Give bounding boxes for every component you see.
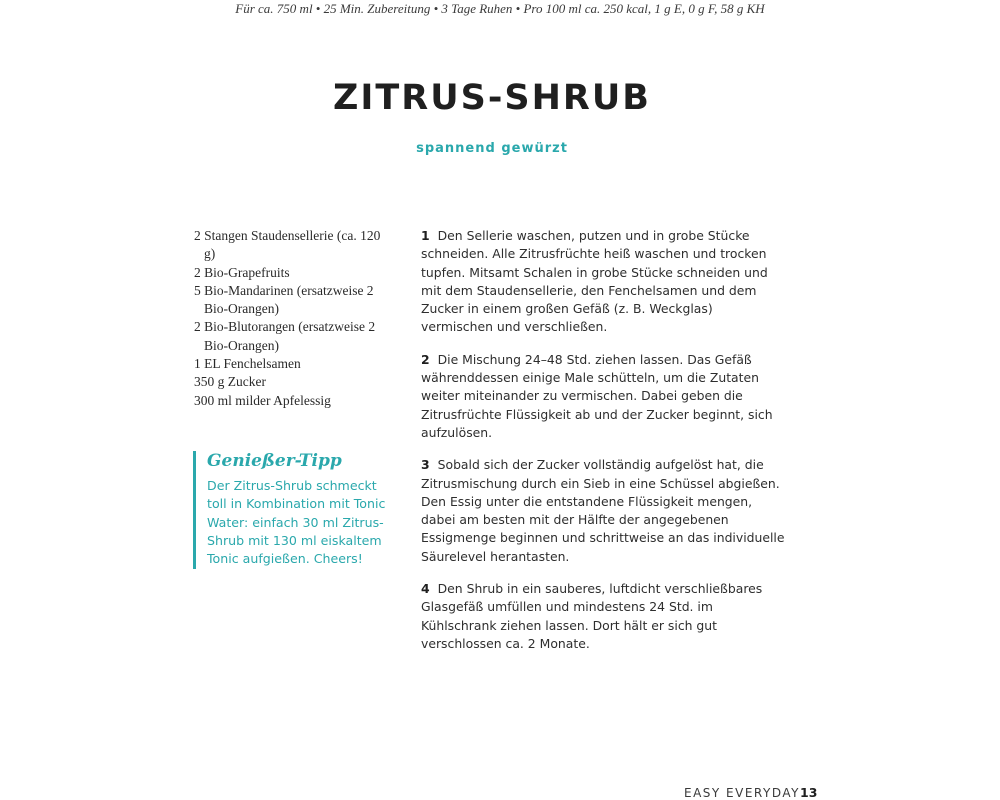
ingredient-item: 5 Bio-Mandarinen (ersatzweise 2 Bio-Orangen) [194,282,374,317]
step-text: Den Shrub in ein sauberes, luftdicht verschließbares Glasgefäß umfüllen und mindestens 24 Std. im Kühlschrank ziehen lassen. Dort hält er sich gut verschlossen ca. 2 Monate. [421,581,763,651]
preparation-steps [421,227,786,667]
step-text: Die Mischung 24–48 Std. ziehen lassen. Das Gefäß währenddessen einige Male schütteln, um die Zutaten weiter miteinander zu vermischen. Dabei geben die Zitrusfrüchte Flüssigkeit ab und der Zucker beginnt, sich aufzulösen. [421,351,773,440]
step-2 [421,351,786,442]
step-3 [421,456,786,566]
tip-box [193,451,388,569]
ingredient-item: 2 Stangen Staudensellerie (ca. 120 g) [194,228,381,262]
recipe-title: ZITRUS-SHRUB [333,78,651,118]
step-text: Den Sellerie waschen, putzen und in grobe Stücke schneiden. Alle Zitrusfrüchte heiß waschen und trocken tupfen. Mitsamt Schalen in grobe Stücke schneiden und mit dem Staudensellerie, den Fenchelsamen und dem Zucker in einem großen Gefäß (z. B. Weckglas) vermischen und verschließen. [421,228,768,335]
footer-section-label: EASY EVERYDAY [684,786,800,800]
step-number: 2 [421,351,430,367]
step-1 [421,227,786,337]
tip-text: Der Zitrus-Shrub schmeckt toll in Kombination mit Tonic Water: einfach 30 ml Zitrus-Shrub mit 130 ml eiskaltem Tonic aufgießen. Cheers! [207,478,386,567]
ingredient-item: 300 ml milder Apfelessig [194,392,331,408]
step-4 [421,580,786,653]
page-number: 13 [800,785,818,800]
ingredient-item: 350 g Zucker [194,374,266,390]
step-number: 1 [421,228,430,243]
recipe-subtitle: spannend gewürzt [416,141,568,156]
ingredient-item: 2 Bio-Grapefruits [194,264,290,280]
tip-title: Genießer-Tipp [207,451,342,471]
step-number: 3 [421,457,430,473]
ingredient-item: 1 EL Fenchelsamen [194,356,301,372]
step-number: 4 [421,581,430,597]
step-text: Sobald sich der Zucker vollständig aufgelöst hat, die Zitrusmischung durch ein Sieb in eine Schüssel abgießen. Den Essig unter die entstandene Flüssigkeit mengen, dabei am besten mit der Hälfte der angegebenen Essigmenge beginnen und schrittweise an das individuelle Säurelevel herantasten. [421,457,785,564]
ingredient-item: 2 Bio-Blutorangen (ersatzweise 2 Bio-Orangen) [194,319,376,353]
recipe-meta-line: Für ca. 750 ml • 25 Min. Zubereitung • 3 Tage Ruhen • Pro 100 ml ca. 250 kcal, 1 g E, 0 g F, 58 g KH [235,1,765,16]
ingredient-list [194,227,394,410]
